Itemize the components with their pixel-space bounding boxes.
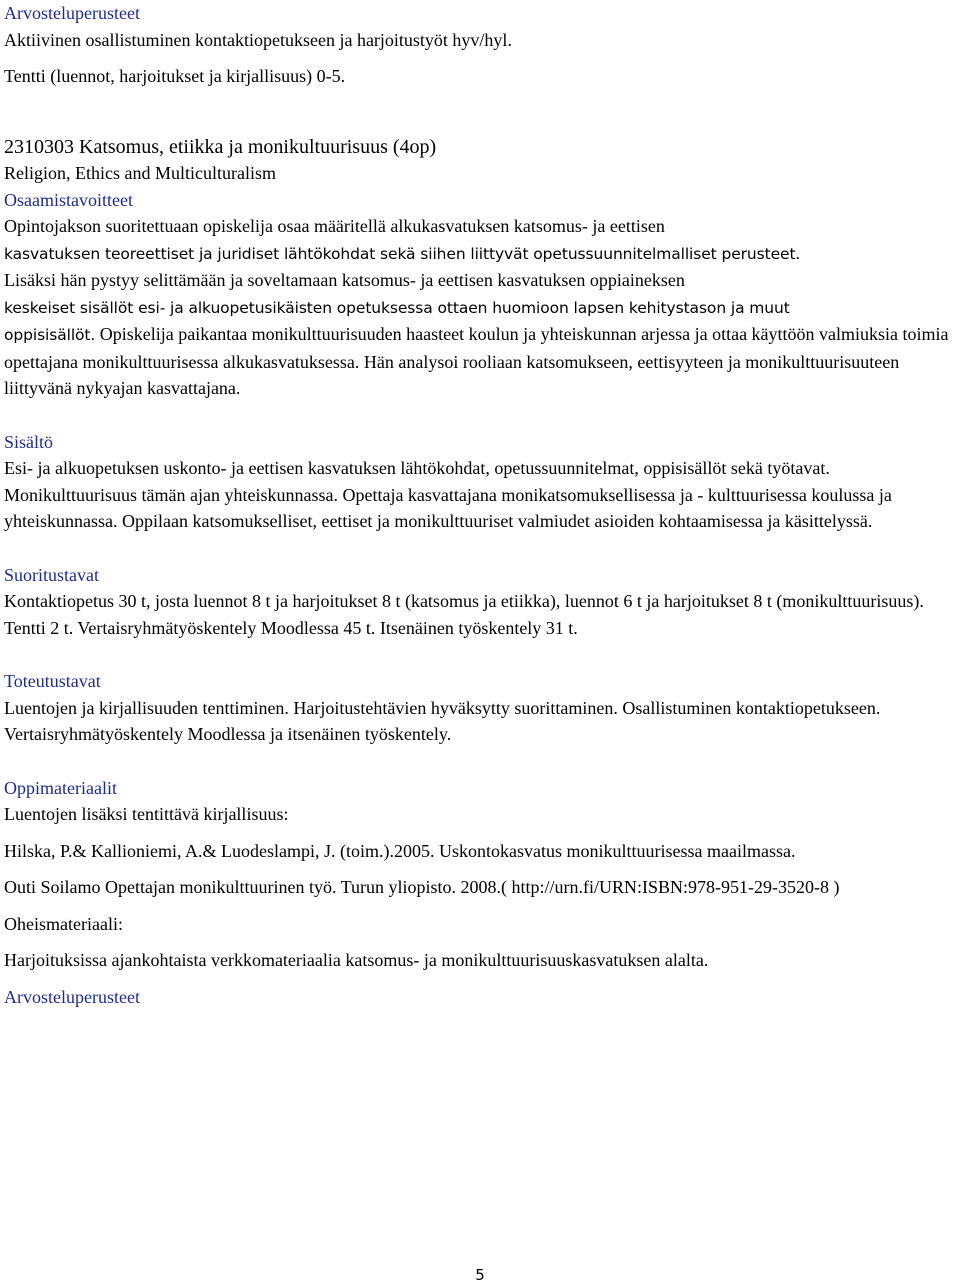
learning-outcomes-part-6: Opiskelija paikantaa monikulttuurisuuden haasteet koulun ja yhteiskunnan arjessa ja ottaa käyttöön valmiuksia toimia opettajana monikulttuurisessa alkukasvatuksessa. Hän analysoi rooliaan katsomukseen, eettisyyteen ja monikulttuurisuuteen liittyvänä nykyajan kasvattajana. — [4, 324, 949, 398]
content-text: Esi- ja alkuopetuksen uskonto- ja eettisen kasvatuksen lähtökohdat, opetussuunnitelmat, oppisisällöt sekä työtavat. Monikulttuurisuus tämän ajan yhteiskunnassa. Opettaja kasvattajana monikatsomuksellisessa ja - kulttuurisessa koulussa ja yhteiskunnassa. Oppilaan katsomukselliset, eettiset ja monikulttuuriset valmiudet asioiden kohtaamisessa ja käsittelyssä. — [4, 458, 892, 531]
learning-outcomes-part-3: Lisäksi hän pystyy selittämään ja soveltamaan katsomus- ja eettisen kasvatuksen oppiaineksen — [4, 270, 685, 290]
grading-line-2: Tentti (luennot, harjoitukset ja kirjallisuus) 0-5. — [4, 66, 346, 86]
materials-reference-1: Hilska, P.& Kallioniemi, A.& Luodeslampi, J. (toim.).2005. Uskontokasvatus monikulttuurisessa maailmassa. — [4, 840, 796, 861]
page-number: 5 — [475, 1266, 485, 1284]
section-heading-sisalto: Sisältö — [4, 431, 54, 452]
section-heading-oppimateriaalit: Oppimateriaalit — [4, 777, 117, 798]
section-heading-osaamistavoitteet: Osaamistavoitteet — [4, 189, 133, 210]
course-title: 2310303 Katsomus, etiikka ja monikultuurisuus (4op) — [4, 135, 437, 158]
grading-line-1: Aktiivinen osallistuminen kontaktiopetukseen ja harjoitustyöt hyv/hyl. — [4, 29, 512, 50]
learning-outcomes-part-1: Opintojakson suoritettuaan opiskelija osaa määritellä alkukasvatuksen katsomus- ja eettisen — [4, 216, 665, 236]
learning-outcomes-text — [4, 213, 952, 402]
section-heading-toteutustavat: Toteutustavat — [4, 671, 101, 691]
course-subtitle: Religion, Ethics and Multiculturalism — [4, 163, 276, 183]
section-heading-arvosteluperusteet: Arvosteluperusteet — [4, 3, 140, 23]
implementation-text: Luentojen ja kirjallisuuden tenttiminen. Harjoitustehtävien hyväksytty suorittaminen. Osallistuminen kontaktiopetukseen. Vertaisryhmätyöskentely Moodlessa ja itsenäinen työskentely. — [4, 697, 881, 744]
document-page — [4, 0, 952, 1010]
supplementary-text: Harjoituksissa ajankohtaista verkkomateriaalia katsomus- ja monikulttuurisuuskasvatuksen alalta. — [4, 950, 709, 970]
learning-outcomes-part-2: kasvatuksen teoreettiset ja juridiset lähtökohdat sekä siihen liittyvät opetussuunnitelmalliset perusteet. — [4, 244, 801, 263]
section-heading-suoritustavat: Suoritustavat — [4, 564, 99, 585]
supplementary-label: Oheismateriaali: — [4, 913, 123, 934]
materials-intro: Luentojen lisäksi tentittävä kirjallisuus: — [4, 804, 289, 824]
completion-methods-text: Kontaktiopetus 30 t, josta luennot 8 t ja harjoitukset 8 t (katsomus ja etiikka), luennot 6 t ja harjoitukset 8 t (monikulttuurisuus). Tentti 2 t. Vertaisryhmätyöskentely Moodlessa 45 t. Itsenäinen työskentely 31 t. — [4, 591, 924, 638]
materials-reference-2: Outi Soilamo Opettajan monikulttuurinen työ. Turun yliopisto. 2008.( http://urn.fi/URN:ISBN:978-951-29-3520-8 ) — [4, 877, 840, 897]
learning-outcomes-part-5: oppisisällöt. — [4, 326, 96, 344]
section-heading-arvosteluperusteet-2: Arvosteluperusteet — [4, 986, 140, 1007]
learning-outcomes-part-4: keskeiset sisällöt esi- ja alkuopetusikäisten opetuksessa ottaen huomioon lapsen kehitystason ja muut — [4, 298, 790, 317]
